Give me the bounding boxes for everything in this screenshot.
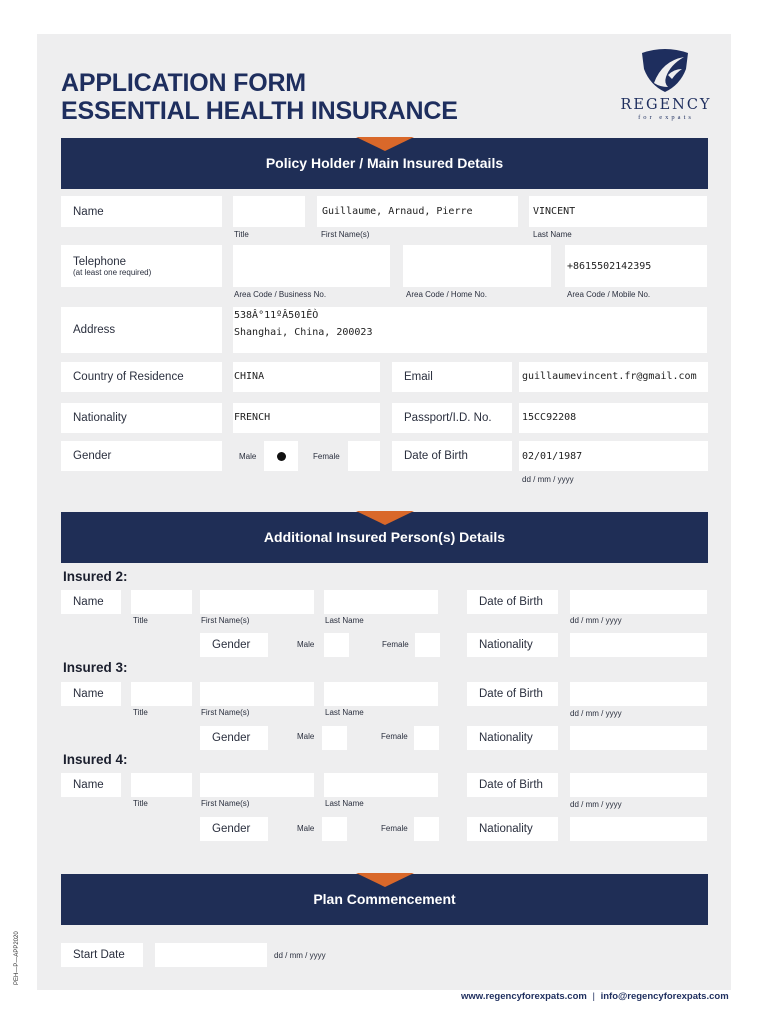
insured-2-heading: Insured 2:: [63, 569, 128, 584]
insured-4-date-format: dd / mm / yyyy: [570, 800, 622, 809]
male-option-label: Male: [239, 452, 257, 461]
insured-3-heading: Insured 3:: [63, 660, 128, 675]
start-date-format: dd / mm / yyyy: [274, 951, 326, 960]
insured-2-nationality-label: Nationality: [467, 633, 558, 657]
insured-4-name-label: Name: [61, 773, 121, 797]
country-label: Country of Residence: [61, 362, 222, 392]
insured-4-male-checkbox[interactable]: [322, 817, 347, 841]
insured-2-female-label: Female: [382, 640, 409, 649]
regency-shield-logo-icon: [640, 47, 690, 93]
business-phone-field[interactable]: [233, 245, 390, 287]
insured-4-heading: Insured 4:: [63, 752, 128, 767]
insured-3-first-name-field[interactable]: [200, 682, 314, 706]
title-field[interactable]: [233, 196, 305, 227]
insured-4-title-field[interactable]: [131, 773, 192, 797]
insured-4-last-name-field[interactable]: [324, 773, 438, 797]
logo-tagline: for expats: [638, 114, 694, 121]
dob-value: 02/01/1987: [522, 451, 583, 462]
section-notch-icon: [356, 873, 414, 887]
passport-value: 15CC92208: [522, 412, 577, 423]
insured-3-name-label: Name: [61, 682, 121, 706]
insured-3-first-caption: First Name(s): [201, 708, 250, 717]
insured-3-female-label: Female: [381, 732, 408, 741]
insured-3-female-checkbox[interactable]: [414, 726, 439, 750]
female-checkbox[interactable]: [348, 441, 380, 471]
start-date-label: Start Date: [61, 943, 143, 967]
gender-label: Gender: [61, 441, 222, 471]
dob-label: Date of Birth: [392, 441, 512, 471]
address-line2: Shanghai, China, 200023: [234, 327, 373, 338]
insured-2-date-format: dd / mm / yyyy: [570, 616, 622, 625]
insured-2-title-caption: Title: [133, 616, 148, 625]
email-value: guillaumevincent.fr@gmail.com: [522, 371, 697, 382]
insured-3-male-checkbox[interactable]: [322, 726, 347, 750]
insured-4-nationality-field[interactable]: [570, 817, 707, 841]
insured-2-name-label: Name: [61, 590, 121, 614]
insured-3-dob-label: Date of Birth: [467, 682, 558, 706]
footer-email-link[interactable]: info@regencyforexpats.com: [600, 991, 729, 1002]
section-notch-icon: [356, 137, 414, 151]
insured-2-first-name-field[interactable]: [200, 590, 314, 614]
insured-4-nationality-label: Nationality: [467, 817, 558, 841]
insured-2-first-caption: First Name(s): [201, 616, 250, 625]
section-additional-header: Additional Insured Person(s) Details: [61, 512, 708, 563]
insured-3-male-label: Male: [297, 732, 315, 741]
insured-4-dob-label: Date of Birth: [467, 773, 558, 797]
first-name-caption: First Name(s): [321, 230, 370, 239]
home-phone-field[interactable]: [403, 245, 551, 287]
last-name-value: VINCENT: [533, 206, 576, 217]
footer-website-link[interactable]: www.regencyforexpats.com: [461, 991, 587, 1002]
section-plan-header: Plan Commencement: [61, 874, 708, 925]
title-caption: Title: [234, 230, 249, 239]
footer-separator: |: [592, 991, 595, 1002]
form-title-line2: ESSENTIAL HEALTH INSURANCE: [61, 97, 458, 125]
insured-4-first-caption: First Name(s): [201, 799, 250, 808]
nationality-value: FRENCH: [234, 412, 271, 423]
section-policy-holder-header: Policy Holder / Main Insured Details: [61, 138, 708, 189]
insured-4-first-name-field[interactable]: [200, 773, 314, 797]
nationality-label: Nationality: [61, 403, 222, 433]
insured-2-last-name-field[interactable]: [324, 590, 438, 614]
insured-2-male-checkbox[interactable]: [324, 633, 349, 657]
mobile-phone-value: +8615502142395: [567, 261, 652, 272]
insured-4-male-label: Male: [297, 824, 315, 833]
home-phone-caption: Area Code / Home No.: [406, 290, 487, 299]
passport-label: Passport/I.D. No.: [392, 403, 512, 433]
footer-contact: [461, 991, 729, 1002]
last-name-caption: Last Name: [533, 230, 572, 239]
telephone-label: Telephone: [73, 255, 127, 268]
insured-3-date-format: dd / mm / yyyy: [570, 709, 622, 718]
document-code: PEH—P—APP2020: [14, 931, 20, 985]
insured-4-female-checkbox[interactable]: [414, 817, 439, 841]
insured-3-gender-label: Gender: [200, 726, 268, 750]
business-phone-caption: Area Code / Business No.: [234, 290, 327, 299]
insured-3-nationality-field[interactable]: [570, 726, 707, 750]
insured-2-gender-label: Gender: [200, 633, 268, 657]
address-label: Address: [61, 307, 222, 353]
insured-3-dob-field[interactable]: [570, 682, 707, 706]
insured-3-last-name-field[interactable]: [324, 682, 438, 706]
insured-4-last-caption: Last Name: [325, 799, 364, 808]
insured-3-title-field[interactable]: [131, 682, 192, 706]
email-label: Email: [392, 362, 512, 392]
logo-name: REGENCY: [620, 97, 712, 113]
first-name-value: Guillaume, Arnaud, Pierre: [322, 206, 473, 217]
country-value: CHINA: [234, 371, 265, 382]
insured-4-dob-field[interactable]: [570, 773, 707, 797]
form-title-line1: APPLICATION FORM: [61, 69, 306, 97]
address-line1: 538Â°11ºÂ501ÊÒ: [234, 310, 319, 321]
telephone-note: (at least one required): [73, 267, 152, 277]
section-notch-icon: [356, 511, 414, 525]
start-date-field[interactable]: [155, 943, 267, 967]
mobile-phone-caption: Area Code / Mobile No.: [567, 290, 651, 299]
insured-3-last-caption: Last Name: [325, 708, 364, 717]
insured-3-title-caption: Title: [133, 708, 148, 717]
insured-3-nationality-label: Nationality: [467, 726, 558, 750]
selected-dot-icon: [277, 452, 286, 461]
telephone-label-box: [61, 245, 222, 287]
name-label: Name: [61, 196, 222, 227]
insured-2-nationality-field[interactable]: [570, 633, 707, 657]
insured-2-male-label: Male: [297, 640, 315, 649]
dob-format-caption: dd / mm / yyyy: [522, 475, 574, 484]
insured-2-female-checkbox[interactable]: [415, 633, 440, 657]
insured-2-dob-field[interactable]: [570, 590, 707, 614]
insured-2-title-field[interactable]: [131, 590, 192, 614]
insured-4-title-caption: Title: [133, 799, 148, 808]
insured-4-female-label: Female: [381, 824, 408, 833]
insured-4-gender-label: Gender: [200, 817, 268, 841]
insured-2-dob-label: Date of Birth: [467, 590, 558, 614]
female-option-label: Female: [313, 452, 340, 461]
insured-2-last-caption: Last Name: [325, 616, 364, 625]
